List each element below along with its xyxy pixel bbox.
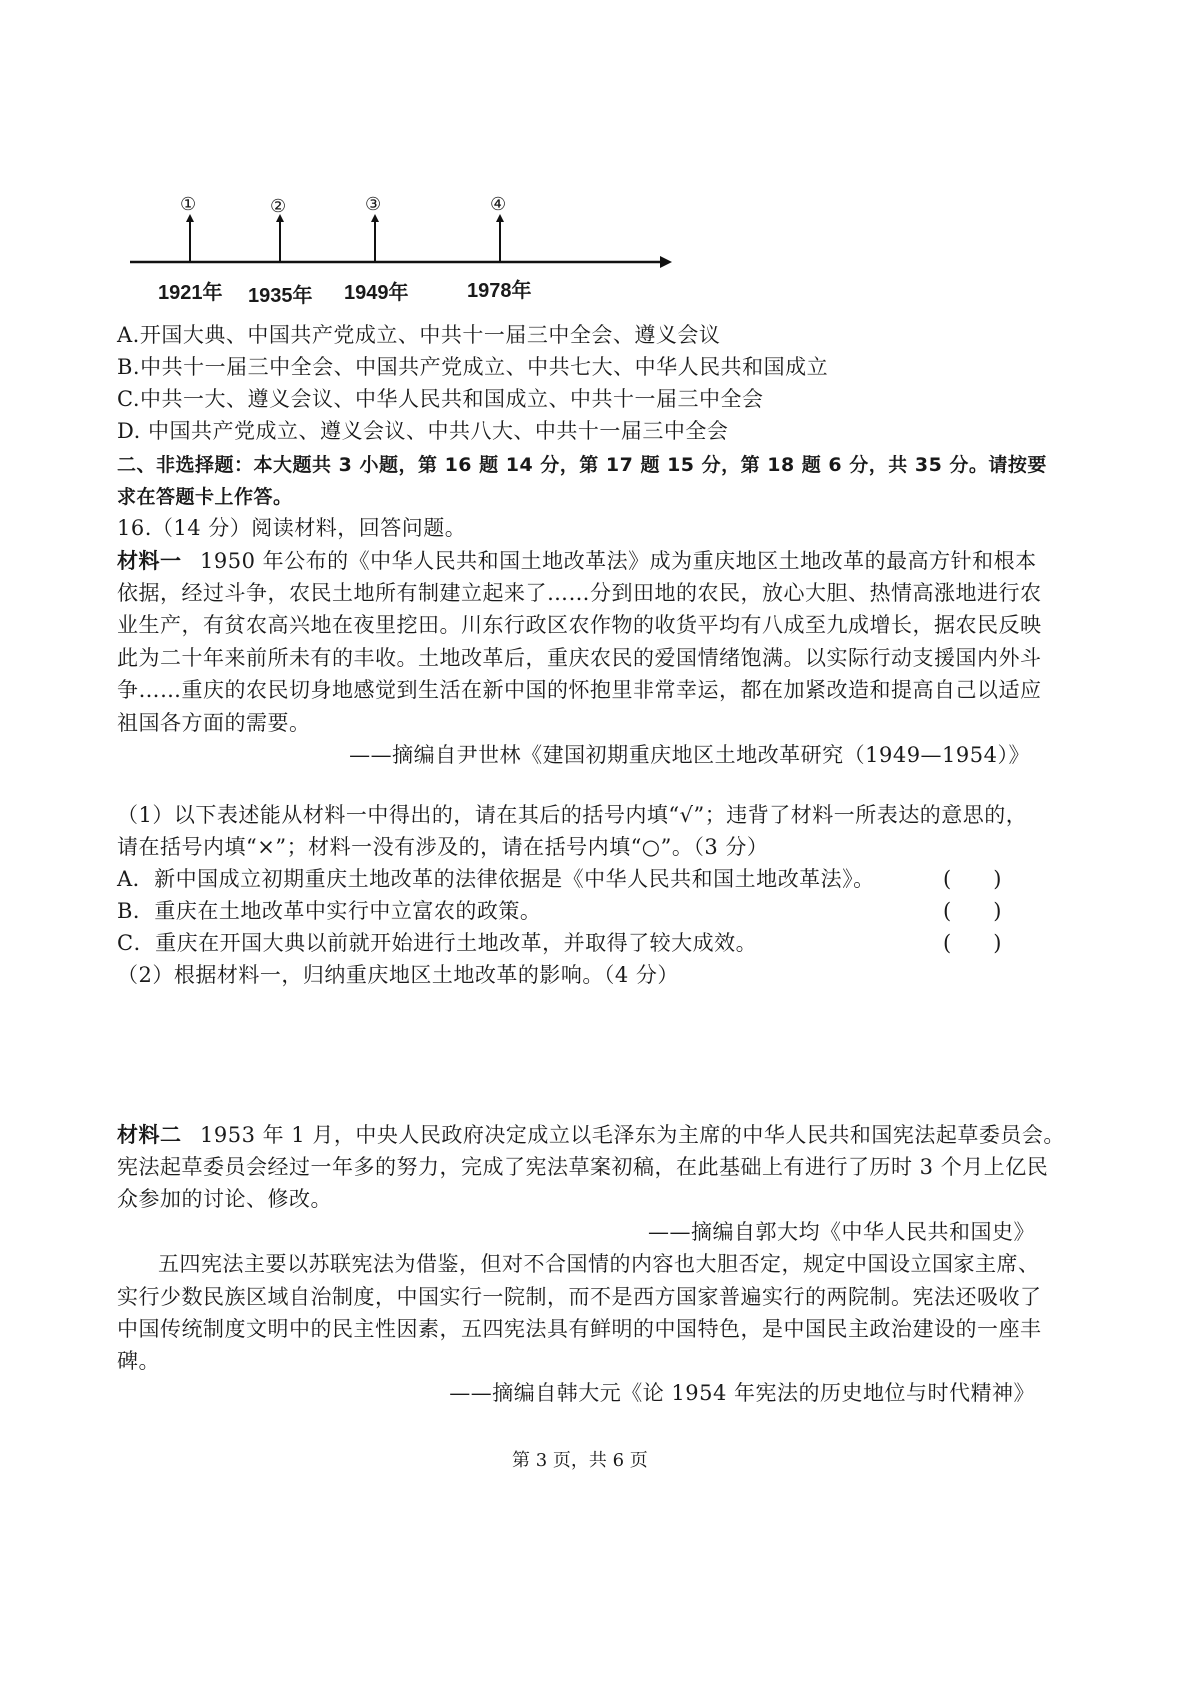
subquestion-1-line-2: 请在括号内填“×”；材料一没有涉及的，请在括号内填“○”。（3 分） bbox=[117, 835, 769, 859]
timeline-year-1935: 1935年 bbox=[248, 285, 313, 307]
timeline-marker-1: ① bbox=[180, 194, 197, 215]
timeline-marker-2: ② bbox=[270, 196, 287, 217]
material-2-source: ——摘编自郭大均《中华人民共和国史》 bbox=[648, 1220, 1035, 1244]
statement-a: A．新中国成立初期重庆土地改革的法律依据是《中华人民共和国土地改革法》。 bbox=[117, 867, 875, 891]
material-1-line-6: 祖国各方面的需要。 bbox=[117, 711, 311, 735]
material-2-para2-line-3: 中国传统制度文明中的民主性因素，五四宪法具有鲜明的中国特色，是中国民主政治建设的一座丰 bbox=[117, 1317, 1042, 1341]
material-1-line-4: 此为二十年来前所未有的丰收。土地改革后，重庆农民的爱国情绪饱满。以实际行动支援国内外斗 bbox=[117, 646, 1042, 670]
answer-bracket-c[interactable]: ( ) bbox=[943, 931, 1002, 955]
timeline-marker-4: ④ bbox=[490, 194, 507, 215]
option-b: B.中共十一届三中全会、中国共产党成立、中共七大、中华人民共和国成立 bbox=[117, 355, 829, 379]
material-1-source: ——摘编自尹世林《建国初期重庆地区土地改革研究（1949—1954）》 bbox=[349, 743, 1030, 767]
option-d: D. 中国共产党成立、遵义会议、中共八大、中共十一届三中全会 bbox=[117, 419, 729, 443]
material-2-source-2: ——摘编自韩大元《论 1954 年宪法的历史地位与时代精神》 bbox=[449, 1381, 1035, 1405]
material-2-line-3: 众参加的讨论、修改。 bbox=[117, 1187, 332, 1211]
question-16-header: 16.（14 分）阅读材料，回答问题。 bbox=[117, 516, 467, 540]
material-1-line-3: 业生产，有贫农高兴地在夜里挖田。川东行政区农作物的收货平均有八成至九成增长，据农民反映 bbox=[117, 613, 1042, 637]
section-heading-cont: 求在答题卡上作答。 bbox=[117, 486, 293, 508]
option-c: C.中共一大、遵义会议、中华人民共和国成立、中共十一届三中全会 bbox=[117, 387, 764, 411]
timeline-pin-2 bbox=[276, 214, 284, 262]
material-2-line-1: 1953 年 1 月，中央人民政府决定成立以毛泽东为主席的中华人民共和国宪法起草委员会。 bbox=[200, 1123, 1065, 1147]
page-number: 第 3 页，共 6 页 bbox=[512, 1450, 648, 1471]
timeline-arrowhead bbox=[660, 256, 672, 268]
material-1-line-1: 1950 年公布的《中华人民共和国土地改革法》成为重庆地区土地改革的最高方针和根本 bbox=[200, 549, 1037, 573]
timeline-pin-3 bbox=[371, 214, 379, 262]
material-1-line-2: 依据，经过斗争，农民土地所有制建立起来了……分到田地的农民，放心大胆、热情高涨地进行农 bbox=[117, 581, 1042, 605]
subquestion-2: （2）根据材料一，归纳重庆地区土地改革的影响。（4 分） bbox=[117, 963, 679, 987]
material-2-para2-line-4: 碑。 bbox=[117, 1349, 160, 1373]
material-2-label: 材料二 bbox=[117, 1123, 182, 1147]
option-a: A.开国大典、中国共产党成立、中共十一届三中全会、遵义会议 bbox=[117, 323, 721, 347]
timeline-year-1949: 1949年 bbox=[344, 282, 409, 304]
answer-bracket-a[interactable]: ( ) bbox=[943, 867, 1002, 891]
timeline-marker-3: ③ bbox=[365, 194, 382, 215]
statement-b: B．重庆在土地改革中实行中立富农的政策。 bbox=[117, 899, 542, 923]
answer-bracket-b[interactable]: ( ) bbox=[943, 899, 1002, 923]
timeline-year-1978: 1978年 bbox=[467, 280, 532, 302]
timeline-pin-4 bbox=[496, 214, 504, 262]
subquestion-1-line-1: （1）以下表述能从材料一中得出的，请在其后的括号内填“√”；违背了材料一所表达的意思的， bbox=[117, 803, 1028, 827]
statement-c: C．重庆在开国大典以前就开始进行土地改革，并取得了较大成效。 bbox=[117, 931, 758, 955]
timeline-year-1921: 1921年 bbox=[158, 282, 223, 304]
material-1-line-5: 争……重庆的农民切身地感觉到生活在新中国的怀抱里非常幸运，都在加紧改造和提高自己以适应 bbox=[117, 678, 1042, 702]
timeline-pin-1 bbox=[186, 214, 194, 262]
material-2-para2-line-2: 实行少数民族区域自治制度，中国实行一院制，而不是西方国家普遍实行的两院制。宪法还吸收了 bbox=[117, 1285, 1042, 1309]
material-2-line-2: 宪法起草委员会经过一年多的努力，完成了宪法草案初稿，在此基础上有进行了历时 3 个月上亿民 bbox=[117, 1155, 1049, 1179]
material-1-label: 材料一 bbox=[117, 549, 182, 573]
section-heading: 二、非选择题：本大题共 3 小题，第 16 题 14 分，第 17 题 15 分，第 18 题 6 分，共 35 分。请按要 bbox=[117, 454, 1047, 476]
material-2-para2-line-1: 五四宪法主要以苏联宪法为借鉴，但对不合国情的内容也大胆否定，规定中国设立国家主席、 bbox=[158, 1252, 1040, 1276]
